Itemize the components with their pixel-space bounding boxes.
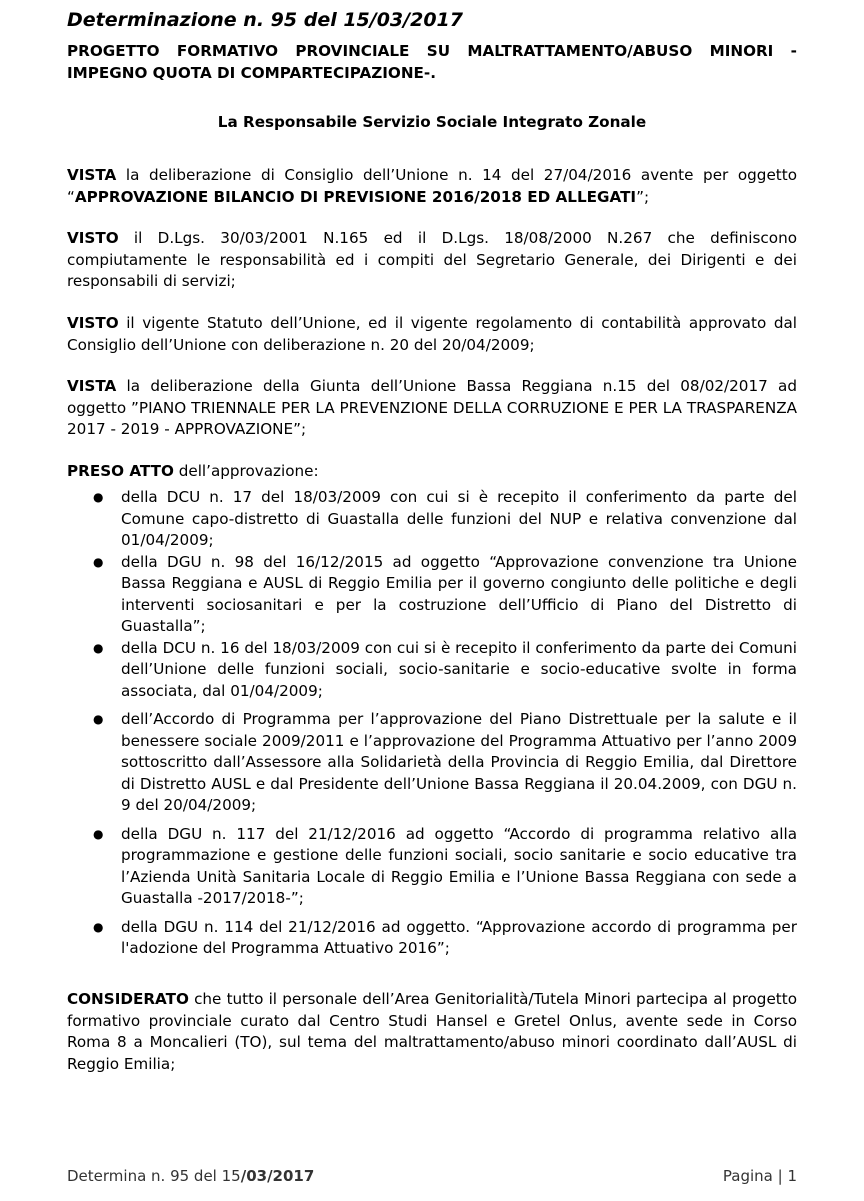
bullet-icon: ●	[93, 640, 104, 655]
footer-determina	[67, 1167, 314, 1185]
paragraph-text: il D.Lgs. 30/03/2001 N.165 ed il D.Lgs. 18/08/2000 N.267 che definiscono compiutamente le responsabilità ed i compiti del Segretario Generale, dei Dirigenti e dei responsabili di servizi;	[67, 229, 797, 290]
list-item	[67, 917, 797, 960]
page-footer	[67, 1166, 797, 1188]
paragraph-text: che tutto il personale dell’Area Genitorialità/Tutela Minori partecipa al progetto formativo provinciale curato dal Centro Studi Hansel e Gretel Onlus, avente sede in Corso Roma 8 a Moncalieri (TO), sul tema del maltrattamento/abuso minori coordinato dall’AUSL di Reggio Emilia;	[67, 990, 797, 1073]
footer-prefix: Determina n. 95 del	[67, 1167, 222, 1185]
document-subject	[67, 41, 797, 84]
paragraph-bold-subject: APPROVAZIONE BILANCIO DI PREVISIONE 2016/2018 ED ALLEGATI	[74, 187, 637, 206]
list-item	[67, 487, 797, 552]
paragraph-preso-atto	[67, 461, 797, 483]
list-item-text: della DCU n. 16 del 18/03/2009 con cui si è recepito il conferimento da parte dei Comuni dell’Unione delle funzioni sociali, socio-sanitarie e socio-educative svolte in forma associata, dal 01/04/2009;	[121, 638, 797, 700]
paragraph-visto-dlgs	[67, 228, 797, 293]
responsible-heading: La Responsabile Servizio Sociale Integrato Zonale	[217, 113, 647, 131]
paragraph-considerato	[67, 989, 797, 1075]
bullet-icon: ●	[93, 712, 104, 726]
paragraph-lead: VISTA	[67, 377, 117, 395]
paragraph-text: dell’approvazione:	[173, 462, 319, 480]
page-number: Pagina | 1	[722, 1167, 797, 1185]
list-item-text: della DGU n. 117 del 21/12/2016 ad oggetto “Accordo di programma relativo alla programmazione e gestione delle funzioni sociali, socio sanitarie e socio educative tra l’Azienda Unità Sanitaria Locale di Reggio Emilia e l’Unione Bassa Reggiana con sede a Guastalla -2017/2018-”;	[121, 824, 797, 907]
bullet-icon: ●	[93, 554, 104, 569]
list-item-text: della DGU n. 114 del 21/12/2016 ad oggetto. “Approvazione accordo di programma per l'adozione del Programma Attuativo 2016”;	[121, 917, 797, 957]
paragraph-tail: ”;	[636, 187, 650, 206]
list-item	[67, 709, 797, 817]
paragraph-lead: VISTA	[67, 166, 117, 184]
preso-atto-list	[67, 487, 797, 960]
paragraph-text: il vigente Statuto dell’Unione, ed il vigente regolamento di contabilità approvato dal Consiglio dell’Unione con deliberazione n. 20 del 20/04/2009;	[67, 314, 797, 354]
bullet-icon: ●	[93, 826, 104, 841]
list-item	[67, 824, 797, 910]
list-item-text: della DCU n. 17 del 18/03/2009 con cui si è recepito il conferimento da parte del Comune capo-distretto di Guastalla delle funzioni del NUP e relativa convenzione dal 01/04/2009;	[121, 488, 797, 549]
bullet-icon: ●	[93, 919, 104, 934]
list-item	[67, 638, 797, 703]
paragraph-vista-bilancio	[67, 165, 797, 208]
bullet-icon: ●	[93, 490, 104, 504]
list-item-text: dell’Accordo di Programma per l’approvazione del Piano Distrettuale per la salute e il benessere sociale 2009/2011 e l’approvazione del Programma Attuativo per l’anno 2009 sottoscritto dall’Assessore alla Solidarietà della Provincia di Reggio Emilia, dal Direttore di Distretto AUSL e dal Presidente dell’Unione Bassa Reggiana il 20.04.2009, con DGU n. 9 del 20/04/2009;	[121, 710, 797, 814]
subject-line-2: IMPEGNO QUOTA DI COMPARTECIPAZIONE-.	[67, 63, 436, 82]
paragraph-lead: VISTO	[67, 229, 119, 247]
list-item	[67, 552, 797, 638]
paragraph-lead: VISTO	[67, 314, 119, 332]
paragraph-text: la deliberazione di Consiglio dell’Unione n. 14 del 27/04/2016 avente per oggetto “	[67, 166, 797, 206]
list-item-text: della DGU n. 98 del 16/12/2015 ad oggetto “Approvazione convenzione tra Unione Bassa Reggiana e AUSL di Reggio Emilia per il governo congiunto delle politiche e degli interventi sociosanitari e per la costruzione dell’Ufficio di Piano del Distretto di Guastalla”;	[121, 552, 797, 635]
document-title: Determinazione n. 95 del 15/03/2017	[67, 9, 463, 31]
paragraph-vista-giunta	[67, 376, 797, 441]
paragraph-text: la deliberazione della Giunta dell’Unione Bassa Reggiana n.15 del 08/02/2017 ad oggetto ”PIANO TRIENNALE PER LA PREVENZIONE DELLA CORRUZIONE E PER LA TRASPARENZA 2017 - 2019 - APPROVAZIONE”;	[67, 377, 797, 438]
paragraph-lead: PRESO ATTO	[67, 462, 174, 480]
paragraph-visto-statuto	[67, 313, 797, 356]
footer-date-day: 15	[221, 1167, 241, 1185]
paragraph-lead: CONSIDERATO	[67, 990, 189, 1008]
footer-date-rest: /03/2017	[240, 1167, 315, 1185]
subject-line-1: PROGETTO FORMATIVO PROVINCIALE SU MALTRATTAMENTO/ABUSO MINORI -	[67, 42, 797, 60]
